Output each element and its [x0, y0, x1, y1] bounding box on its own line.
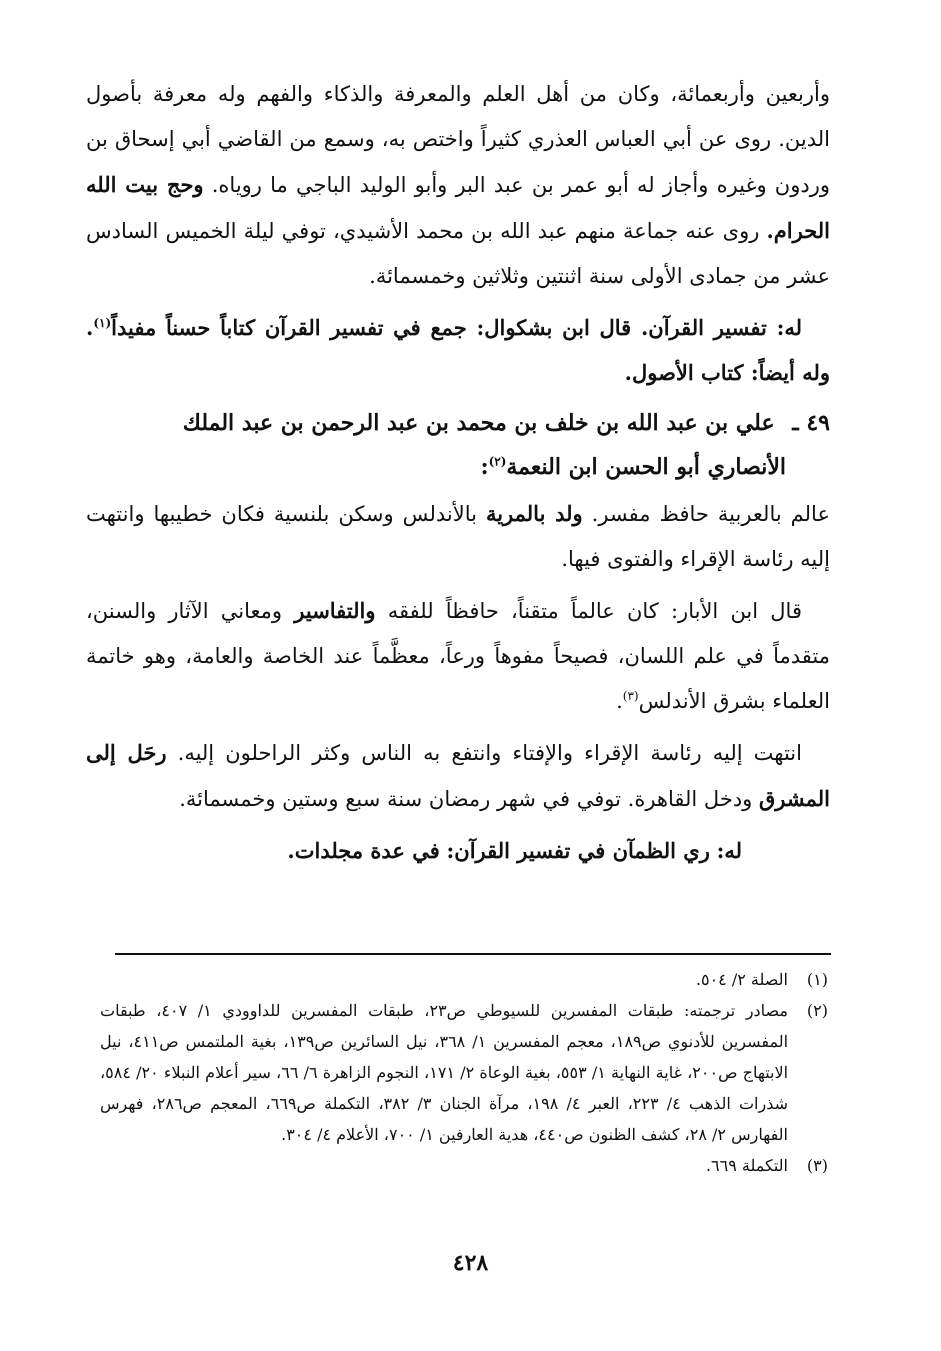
footnote-divider: [115, 953, 831, 955]
entry-heading: [86, 401, 830, 489]
paragraph-works-rayy-al-zaman: له: ري الظمآن في تفسير القرآن: في عدة مجلدات.: [287, 838, 742, 863]
paragraph-ibn-al-abbar-quote: قال ابن الأبار: كان عالماً متقناً، حافظاً للفقه والتفاسير ومعاني الآثار والسنن، متقدماً في علم اللسان، فصيحاً مفوهاً ورعاً، معظَّماً عند الخاصة والعامة، وهو خاتمة العلماء بشرق الأندلس$^{(٣)}$.: [86, 598, 830, 713]
main-text: [86, 72, 830, 878]
footnote-1: (١) الصلة ٢/ ٥٠٤.: [695, 970, 828, 989]
paragraph-biography-continued: وأربعين وأربعمائة، وكان من أهل العلم والمعرفة والذكاء والفهم وله معرفة بأصول الدين. روى عن أبي العباس العذري كثيراً واختص به، وسمع من القاضي أبي إسحاق بن وردون وغيره وأجاز له أبو عمر بن عبد البر وأبو الوليد الباجي ما روياه. وحج بيت الله الحرام. روى عنه جماعة منهم عبد الله بن محمد الأشيدي، توفي ليلة الخميس السادس عشر من جمادى الأولى سنة اثنتين وثلاثين وخمسمائة.: [86, 82, 830, 288]
footnotes: [100, 964, 828, 1181]
paragraph-scholar-intro: عالم بالعربية حافظ مفسر. ولد بالمرية بالأندلس وسكن بلنسية فكان خطيبها وانتهت إليه رئاسة الإقراء والفتوى فيها.: [86, 501, 830, 571]
page-number: ٤٢٨: [452, 1250, 489, 1276]
paragraph-travel-death: انتهت إليه رئاسة الإقراء والإفتاء وانتفع به الناس وكثر الراحلون إليه. رحَل إلى المشرق ودخل القاهرة. توفي في شهر رمضان سنة سبع وستين وخمسمائة.: [86, 740, 830, 811]
footnote-ref-2[interactable]: (٢): [488, 454, 507, 469]
paragraph-works-tafsir: له: تفسير القرآن. قال ابن بشكوال: جمع في تفسير القرآن كتاباً حسناً مفيداً$^{(١)}$. وله أيضاً: كتاب الأصول.: [86, 315, 830, 385]
footnote-ref-3[interactable]: (٣): [622, 689, 639, 703]
footnote-ref-1[interactable]: (١): [93, 316, 112, 330]
footnote-2: (٢) مصادر ترجمته: طبقات المفسرين للسيوطي ص٢٣، طبقات المفسرين للداوودي ١/ ٤٠٧، طبقات المفسرين للأدنوي ص١٨٩، معجم المفسرين ١/ ٣٦٨، نيل السائرين ص١٣٩، بغية الملتمس ص٤١١، نيل الابتهاج ص٢٠٠، غاية النهاية ١/ ٥٥٣، بغية الوعاة ٢/ ١٧١، النجوم الزاهرة ٦/ ٦٦، سير أعلام النبلاء ٢٠/ ٥٨٤، شذرات الذهب ٤/ ٢٢٣، العبر ٤/ ١٩٨، مرآة الجنان ٣/ ٣٨٢، التكملة ص٦٦٩، المعجم ص٢٨٦، فهرس الفهارس ٢/ ٢٨، كشف الظنون ص٤٤٠، هدية العارفين ١/ ٧٠٠، الأعلام ٤/ ٣٠٤.: [100, 1001, 828, 1144]
entry-name-line2: الأنصاري أبو الحسن ابن النعمة$^{(٢)}$:: [480, 454, 786, 480]
footnote-3: (٣) التكملة ٦٦٩.: [705, 1156, 828, 1175]
entry-name-line1: علي بن عبد الله بن خلف بن محمد بن عبد الرحمن بن عبد الملك: [182, 410, 775, 436]
entry-number: ٤٩ ـ: [792, 410, 830, 436]
